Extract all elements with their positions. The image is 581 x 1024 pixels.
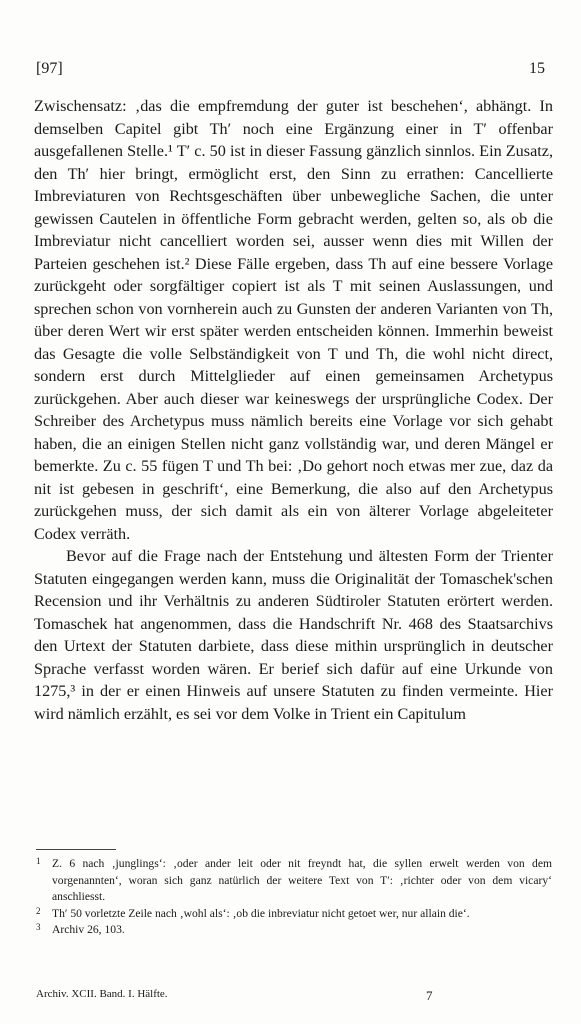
page-header [36,60,545,82]
paragraph-2: Bevor auf die Frage nach der Entstehung und ältesten Form der Trienter Statuten eingegangen werden kann, muss die Originalität der Tomaschek'schen Recension und ihr Verhältnis zu anderen Südtiroler Statuten erörtert werden. Tomaschek hat angenommen, dass die Handschrift Nr. 468 des Staatsarchivs den Urtext der Statuten darbiete, dass diese mithin ursprünglich in deutscher Sprache verfasst worden wären. Er berief sich dafür auf eine Urkunde von 1275,³ in der er einen Hinweis auf unsere Statuten zu finden vermeinte. Hier wird nämlich erzählt, es sei vor dem Volke in Trient ein Capitulum [34,547,553,723]
footnotes [36,856,552,939]
footnote-mark: 1 [36,856,41,866]
footnote-mark: 2 [36,905,41,916]
signature-number: 7 [426,988,433,1003]
footnote-text: Archiv 26, 103. [52,923,125,936]
footnote-2 [36,906,552,923]
signature-line [36,988,545,1006]
bracketed-page-number: [97] [36,60,63,77]
footnote-3 [36,922,552,939]
paragraph-1: Zwischensatz: ‚das die empfremdung der guter ist beschehen‘, abhängt. In demselben Capitel gibt Th′ noch eine Ergänzung einer in T′ offenbar ausgefallenen Stelle.¹ T′ c. 50 ist in dieser Fassung gänzlich sinnlos. Ein Zusatz, den Th′ hier bringt, ermöglicht erst, den Sinn zu errathen: Cancellierte Imbreviaturen von Rechtsgeschäften über unbewegliche Sachen, die unter gewissen Cautelen in öffentliche Form gebracht werden, gelten so, als ob die Imbreviatur nicht cancelliert worden sei, ausser wenn dies mit Willen der Parteien geschehen ist.² Diese Fälle ergeben, dass Th auf eine bessere Vorlage zurückgeht oder sorgfältiger copiert ist als T mit seinen Auslassungen, und sprechen schon von vornherein auch zu Gunsten der anderen Varianten von Th, über deren Wert wir erst später werden entscheiden können. Immerhin beweist das Gesagte die volle Selbständigkeit von T und Th, die wohl nicht direct, sondern erst durch Mittelglieder auf einen gemeinsamen Archetypus zurückgehen. Aber auch dieser war keineswegs der ursprüngliche Codex. Der Schreiber des Archetypus muss nämlich bereits eine Vorlage vor sich gehabt haben, die an einigen Stellen nicht ganz vollständig war, und deren Mängel er bemerkte. Zu c. 55 fügen T und Th bei: ‚Do gehort noch etwas mer zue, daz da nit ist gebesen in geschrift‘, eine Bemerkung, die also auf den Archetypus zurückgehen muss, der sich damit als ein von älterer Vorlage abgeleiteter Codex verräth. [34,97,553,543]
footnote-divider [36,849,116,850]
footnote-text: Z. 6 nach ‚junglings‘: ‚oder ander leit oder nit freyndt hat, die syllen erwelt werden von dem vorgenannten‘, woran sich ganz natürlich der weitere Text von T′: ‚richter oder von dem vicary‘ anschliesst. [52,857,552,903]
footnote-text: Th′ 50 vorletzte Zeile nach ‚wohl als‘: ‚ob die inbreviatur nicht getoet wer, nur allain die‘. [52,906,470,920]
footnote-mark: 3 [36,922,41,932]
body-text [34,95,553,725]
footnote-1 [36,856,552,906]
page-number: 15 [529,60,545,77]
volume-signature: Archiv. XCII. Band. I. Hälfte. [36,988,168,1000]
